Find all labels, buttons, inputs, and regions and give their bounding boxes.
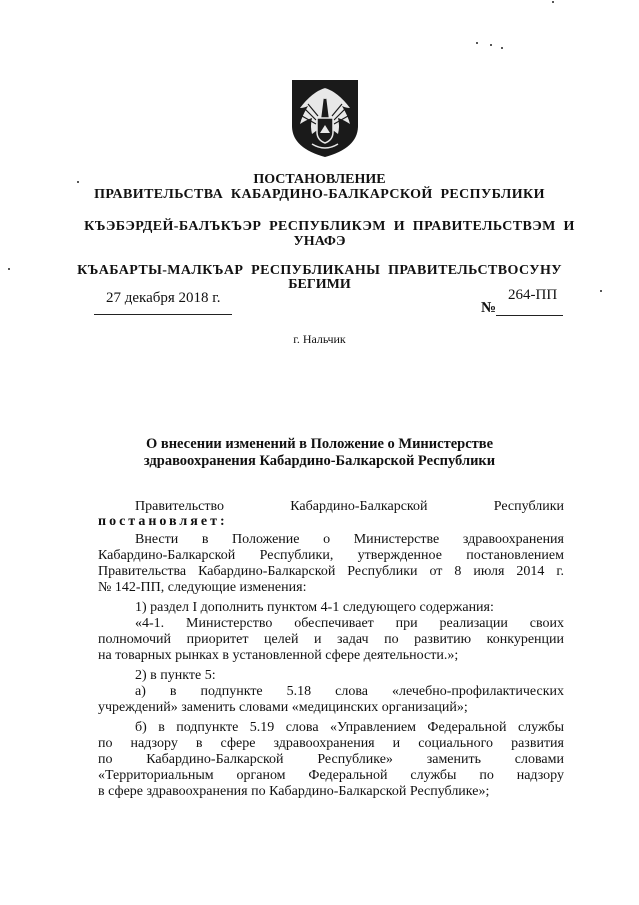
body-line-12: а) в подпункте 5.18 слова «лечебно-профилактических bbox=[135, 684, 564, 699]
body-line-7: 1) раздел I дополнить пунктом 4-1 следующего содержания: bbox=[135, 600, 494, 615]
scan-speck bbox=[77, 181, 79, 183]
scan-speck bbox=[501, 47, 503, 49]
body-line-2: постановляет: bbox=[98, 514, 228, 529]
issuer-kbd-heading-line1: КЪЭБЭРДЕЙ-БАЛЪКЪЭР РЕСПУБЛИКЭМ И ПРАВИТЕЛЬСТВЭМ И bbox=[84, 219, 575, 234]
number-sign: № bbox=[481, 300, 497, 316]
body-line-11: 2) в пункте 5: bbox=[135, 668, 216, 683]
scan-speck bbox=[476, 42, 478, 44]
body-line-5: Правительства Кабардино-Балкарской Республики от 8 июля 2014 г. bbox=[98, 564, 564, 579]
coat-of-arms-emblem bbox=[290, 78, 360, 158]
body-line-4: Кабардино-Балкарской Республики, утвержденное постановлением bbox=[98, 548, 564, 563]
body-line-13: учреждений» заменить словами «медицинских организаций»; bbox=[98, 700, 468, 715]
city-label: г. Нальчик bbox=[293, 332, 346, 346]
body-line-14: б) в подпункте 5.19 слова «Управлением Федеральной службы bbox=[135, 720, 564, 735]
number-underline bbox=[496, 315, 563, 316]
body-line-10: на товарных рынках в установленной сфере деятельности.»; bbox=[98, 648, 459, 663]
issuer-krc-heading-line2: БЕГИМИ bbox=[288, 277, 351, 292]
document-title-line1: О внесении изменений в Положение о Министерстве bbox=[145, 436, 494, 452]
body-line-15: по надзору в сфере здравоохранения и социального развития bbox=[98, 736, 564, 751]
scan-speck bbox=[600, 290, 602, 292]
issuer-krc-heading-line1: КЪАБАРТЫ-МАЛКЪАР РЕСПУБЛИКАНЫ ПРАВИТЕЛЬСТВОСУНУ bbox=[77, 263, 562, 278]
body-line-18: в сфере здравоохранения по Кабардино-Балкарской Республике»; bbox=[98, 784, 490, 799]
scan-speck bbox=[552, 1, 554, 3]
document-title-line2: здравоохранения Кабардино-Балкарской Республики bbox=[143, 453, 496, 469]
date-underline bbox=[94, 314, 232, 315]
body-line-9: полномочий приоритет целей и задач по развитию конкуренции bbox=[98, 632, 564, 647]
issuer-ru-heading: ПРАВИТЕЛЬСТВА КАБАРДИНО-БАЛКАРСКОЙ РЕСПУБЛИКИ bbox=[94, 187, 545, 202]
body-line-3: Внести в Положение о Министерстве здравоохранения bbox=[135, 532, 564, 547]
doc-type-heading: ПОСТАНОВЛЕНИЕ bbox=[253, 172, 386, 187]
document-date: 27 декабря 2018 г. bbox=[106, 290, 221, 306]
body-line-8: «4-1. Министерство обеспечивает при реализации своих bbox=[135, 616, 564, 631]
body-line-16: по Кабардино-Балкарской Республике» заменить словами bbox=[98, 752, 564, 767]
issuer-kbd-heading-line2: УНАФЭ bbox=[293, 234, 346, 249]
body-line-1: Правительство Кабардино-Балкарской Республики bbox=[135, 499, 564, 514]
scan-speck bbox=[8, 268, 10, 270]
document-number: 264-ПП bbox=[508, 287, 558, 303]
body-line-6: № 142-ПП, следующие изменения: bbox=[98, 580, 307, 595]
scan-speck bbox=[490, 44, 492, 46]
body-line-17: «Территориальным органом Федеральной службы по надзору bbox=[98, 768, 564, 783]
